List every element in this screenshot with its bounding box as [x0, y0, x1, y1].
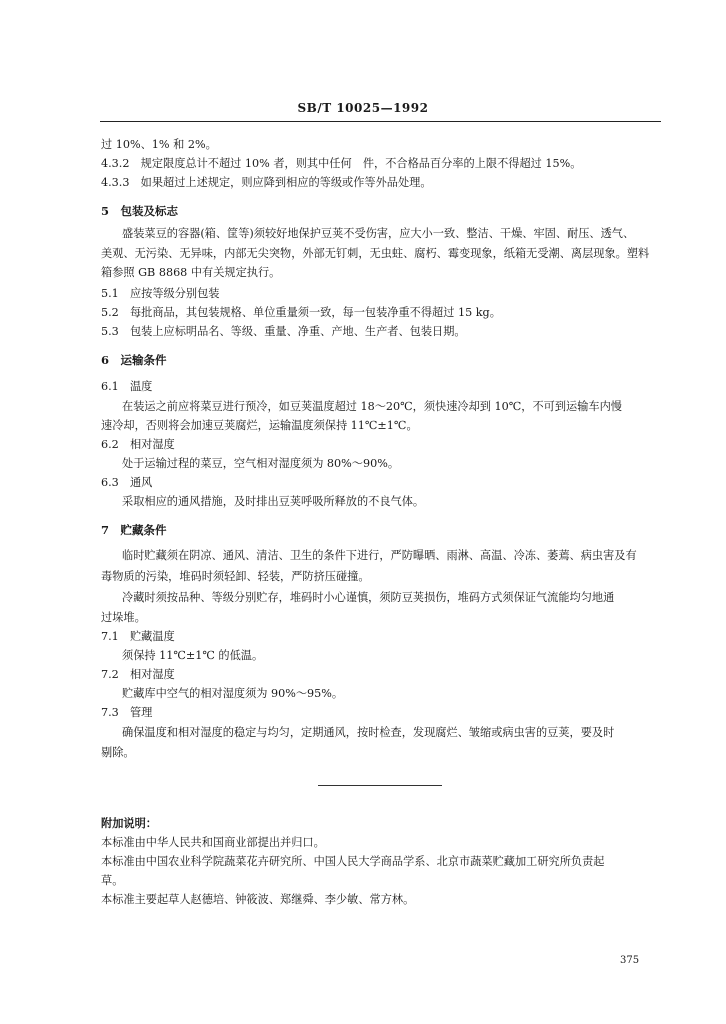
clause-7-3: 7.3 管理 [101, 706, 153, 719]
text-line: 过 10%、1% 和 2%。 [101, 138, 217, 151]
clause-5-1: 5.1 应按等级分别包装 [101, 287, 220, 300]
end-rule [318, 785, 442, 786]
clause-4-3-2: 4.3.2 规定限度总计不超过 10% 者，则其中任何 件，不合格品百分率的上限不得超过 15%。 [101, 157, 582, 170]
paragraph-line: 冷藏时须按品种、等级分别贮存，堆码时小心谨慎，须防豆荚损伤，堆码方式须保证气流能均匀地通 [122, 591, 615, 604]
paragraph-line: 须保持 11℃±1℃ 的低温。 [122, 649, 264, 662]
clause-5-2: 5.2 每批商品，其包装规格、单位重量须一致，每一包装净重不得超过 15 kg。 [101, 306, 501, 319]
paragraph-line: 美观、无污染、无异味，内部无尖突物，外部无钉刺，无虫蛀、腐朽、霉变现象，纸箱无受潮、离层现象。塑料 [101, 247, 650, 260]
clause-6-2: 6.2 相对湿度 [101, 438, 175, 451]
note-line: 本标准主要起草人赵德培、钟筱波、郑继舜、李少敏、常方林。 [101, 893, 415, 906]
page-number: 375 [620, 955, 640, 966]
paragraph-line: 速冷却，否则将会加速豆荚腐烂，运输温度须保持 11℃±1℃。 [101, 419, 418, 432]
paragraph-line: 采取相应的通风措施，及时排出豆荚呼吸所释放的不良气体。 [122, 495, 425, 508]
paragraph-line: 过垛堆。 [101, 611, 146, 624]
section-7-heading: 7 贮藏条件 [101, 523, 167, 537]
header-divider [100, 121, 661, 122]
section-6-heading: 6 运输条件 [101, 353, 167, 367]
clause-5-3: 5.3 包装上应标明品名、等级、重量、净重、产地、生产者、包装日期。 [101, 325, 466, 338]
paragraph-line: 临时贮藏须在阴凉、通风、清洁、卫生的条件下进行，严防曝晒、雨淋、高温、冷冻、萎蔫、病虫害及有 [122, 549, 637, 562]
paragraph-line: 处于运输过程的菜豆，空气相对湿度须为 80%～90%。 [122, 457, 400, 470]
paragraph-line: 在装运之前应将菜豆进行预冷，如豆荚温度超过 18～20℃，须快速冷却到 10℃，不可到运输车内慢 [122, 400, 622, 413]
note-line: 草。 [101, 874, 124, 887]
paragraph-line: 确保温度和相对湿度的稳定与均匀，定期通风，按时检查，发现腐烂、皱缩或病虫害的豆荚，要及时 [122, 726, 615, 739]
paragraph-line: 盛装菜豆的容器(箱、筐等)须较好地保护豆荚不受伤害，应大小一致、整洁、干燥、牢固、耐压、透气、 [122, 227, 635, 240]
clause-6-1: 6.1 温度 [101, 380, 153, 393]
paragraph-line: 剔除。 [101, 746, 135, 759]
clause-4-3-3: 4.3.3 如果超过上述规定，则应降到相应的等级或作等外品处理。 [101, 176, 432, 189]
section-5-heading: 5 包装及标志 [101, 204, 179, 218]
paragraph-line: 箱参照 GB 8868 中有关规定执行。 [101, 266, 281, 279]
paragraph-line: 贮藏库中空气的相对湿度须为 90%～95%。 [122, 687, 344, 700]
note-line: 本标准由中华人民共和国商业部提出并归口。 [101, 836, 325, 849]
clause-7-2: 7.2 相对湿度 [101, 668, 175, 681]
clause-6-3: 6.3 通风 [101, 476, 153, 489]
paragraph-line: 毒物质的污染，堆码时须轻卸、轻装，严防挤压碰撞。 [101, 570, 370, 583]
clause-7-1: 7.1 贮藏温度 [101, 630, 175, 643]
standard-code-header: SB/T 10025—1992 [297, 101, 429, 115]
notes-title: 附加说明： [101, 816, 157, 830]
note-line: 本标准由中国农业科学院蔬菜花卉研究所、中国人民大学商品学系、北京市蔬菜贮藏加工研究所负责起 [101, 855, 605, 868]
